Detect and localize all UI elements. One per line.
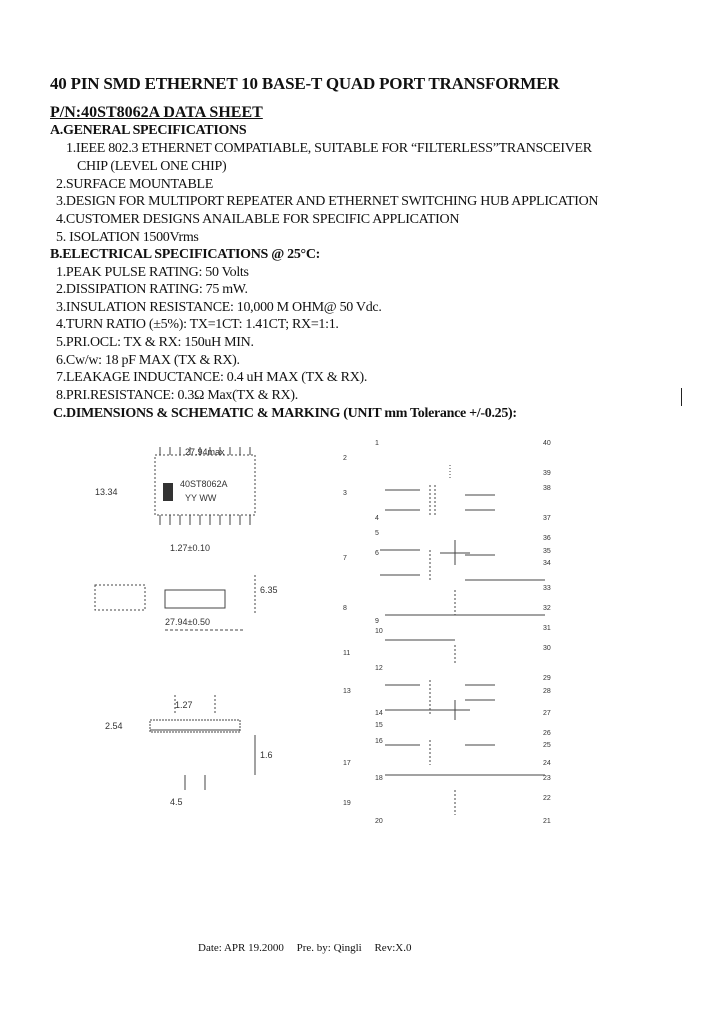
electrical-spec-item: 7.LEAKAGE INDUCTANCE: 0.4 uH MAX (TX & RX). (56, 370, 368, 385)
svg-text:39: 39 (543, 470, 551, 477)
svg-text:29: 29 (543, 675, 551, 682)
svg-text:8: 8 (343, 605, 347, 612)
svg-text:18: 18 (375, 775, 383, 782)
svg-text:6: 6 (375, 550, 379, 557)
bottom-pin-row (160, 515, 250, 525)
footer-revision: Rev:X.0 (374, 942, 412, 954)
logo-mark (163, 483, 173, 501)
svg-text:27: 27 (543, 710, 551, 717)
svg-text:16: 16 (375, 738, 383, 745)
svg-text:9: 9 (375, 618, 379, 625)
svg-text:12: 12 (375, 665, 383, 672)
general-spec-item: 3.DESIGN FOR MULTIPORT REPEATER AND ETHERNET SWITCHING HUB APPLICATION (56, 194, 599, 209)
electrical-spec-item: 8.PRI.RESISTANCE: 0.3Ω Max(TX & RX). (56, 388, 298, 403)
svg-text:35: 35 (543, 548, 551, 555)
electrical-spec-item: 6.Cw/w: 18 pF MAX (TX & RX). (56, 353, 240, 368)
general-spec-item: 1.IEEE 802.3 ETHERNET COMPATIABLE, SUITABLE FOR “FILTERLESS”TRANSCEIVER (66, 141, 592, 156)
svg-text:15: 15 (375, 722, 383, 729)
svg-text:28: 28 (543, 688, 551, 695)
pad-height-label: 1.6 (260, 750, 273, 760)
general-spec-item: 5. ISOLATION 1500Vrms (56, 230, 199, 245)
svg-text:38: 38 (543, 485, 551, 492)
electrical-spec-item: 5.PRI.OCL: TX & RX: 150uH MIN. (56, 335, 254, 350)
general-spec-heading: A.GENERAL SPECIFICATIONS (50, 123, 247, 138)
top-dimension-label: 27.94max (185, 447, 225, 457)
svg-text:26: 26 (543, 730, 551, 737)
electrical-spec-heading: B.ELECTRICAL SPECIFICATIONS @ 25°C: (50, 247, 321, 262)
height-label: 6.35 (260, 585, 278, 595)
date-code-marking: YY WW (185, 493, 217, 503)
side-dimension-label: 13.34 (95, 487, 118, 497)
svg-text:40: 40 (543, 440, 551, 447)
document-footer (198, 942, 421, 954)
transformer-port-5 (385, 740, 545, 815)
length-label: 27.94±0.50 (165, 617, 210, 627)
svg-text:14: 14 (375, 710, 383, 717)
svg-text:20: 20 (375, 818, 383, 825)
svg-text:17: 17 (343, 760, 351, 767)
part-number-heading: P/N:40ST8062A DATA SHEET (50, 104, 263, 121)
svg-text:3: 3 (343, 490, 347, 497)
transformer-port-3 (385, 615, 545, 665)
general-spec-item: 2.SURFACE MOUNTABLE (56, 177, 214, 192)
svg-text:33: 33 (543, 585, 551, 592)
svg-text:22: 22 (543, 795, 551, 802)
svg-text:34: 34 (543, 560, 551, 567)
left-pin-labels (343, 440, 383, 825)
dimensions-heading: C.DIMENSIONS & SCHEMATIC & MARKING (UNIT mm Tolerance +/-0.25): (53, 406, 517, 421)
svg-text:23: 23 (543, 775, 551, 782)
electrical-spec-item: 1.PEAK PULSE RATING: 50 Volts (56, 265, 249, 280)
right-pin-labels (543, 440, 551, 825)
schematic-diagram (335, 435, 560, 830)
footer-prepared-by: Pre. by: Qingli (296, 942, 362, 954)
svg-text:32: 32 (543, 605, 551, 612)
svg-text:19: 19 (343, 800, 351, 807)
svg-text:2: 2 (343, 455, 347, 462)
pad-side-label: 2.54 (105, 721, 123, 731)
svg-text:13: 13 (343, 688, 351, 695)
package-side-view (95, 585, 145, 610)
svg-text:5: 5 (375, 530, 379, 537)
svg-text:1: 1 (375, 440, 379, 447)
svg-text:21: 21 (543, 818, 551, 825)
pad-bottom-label: 4.5 (170, 797, 183, 807)
pad-pitch-label: 1.27 (175, 700, 193, 710)
svg-text:11: 11 (343, 650, 351, 657)
svg-text:7: 7 (343, 555, 347, 562)
pitch-label: 1.27±0.10 (170, 543, 210, 553)
document-title: 40 PIN SMD ETHERNET 10 BASE-T QUAD PORT TRANSFORMER (50, 74, 560, 93)
svg-text:31: 31 (543, 625, 551, 632)
general-spec-item: 4.CUSTOMER DESIGNS ANAILABLE FOR SPECIFIC APPLICATION (56, 212, 460, 227)
electrical-spec-item: 2.DISSIPATION RATING: 75 mW. (56, 282, 248, 297)
general-spec-item: CHIP (LEVEL ONE CHIP) (77, 159, 227, 174)
svg-text:25: 25 (543, 742, 551, 749)
svg-text:36: 36 (543, 535, 551, 542)
electrical-spec-item: 3.INSULATION RESISTANCE: 10,000 M OHM@ 50 Vdc. (56, 300, 382, 315)
svg-text:10: 10 (375, 628, 383, 635)
svg-text:30: 30 (543, 645, 551, 652)
transformer-port-4 (385, 680, 495, 720)
svg-text:37: 37 (543, 515, 551, 522)
footer-date: Date: APR 19.2000 (198, 942, 284, 954)
part-marking: 40ST8062A (180, 479, 228, 489)
mechanical-drawing (85, 435, 310, 835)
transformer-port-1 (385, 465, 495, 515)
margin-mark (681, 388, 682, 406)
svg-text:4: 4 (375, 515, 379, 522)
transformer-port-2 (380, 540, 545, 615)
svg-text:24: 24 (543, 760, 551, 767)
package-front-view (165, 590, 225, 608)
electrical-spec-item: 4.TURN RATIO (±5%): TX=1CT: 1.41CT; RX=1:1. (56, 317, 339, 332)
